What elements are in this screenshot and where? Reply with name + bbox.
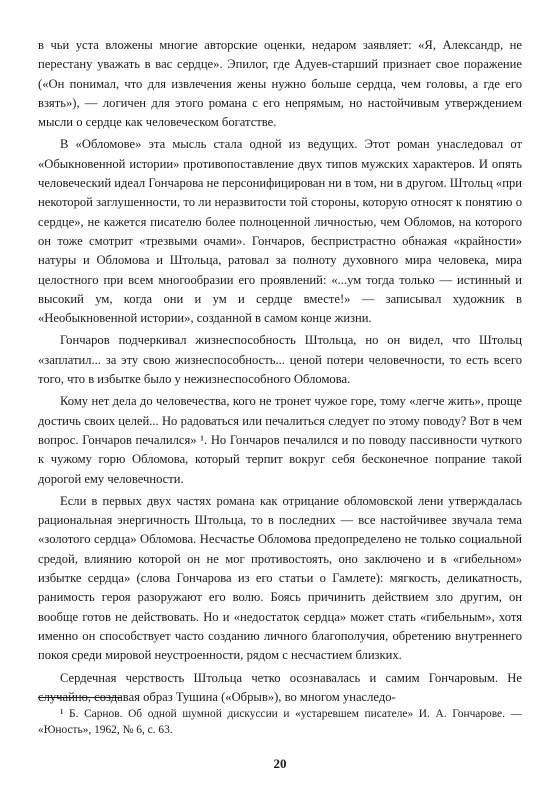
paragraph: Гончаров подчеркивал жизнеспособность Штольца, но он видел, что Штольц «заплатил... за эту свою жизнеспособность... ценой потери человечности, то есть всего того, что в избытке было у нежизнеспособного Обломова. — [38, 333, 522, 387]
footnote-divider — [38, 697, 122, 698]
paragraph: в чьи уста вложены многие авторские оценки, недаром заявляет: «Я, Александр, не перестану уважать в вас сердце». Эпилог, где Адуев-старший признает свое поражение («Он понимал, что для извлечения жены нужно больше сердца, чем головы, а где его взять»), — логичен для этого романа с его непрямым, но настойчивым утверждением мысли о сердце как человеческом богатстве. — [38, 38, 522, 130]
page-number: 20 — [273, 756, 287, 771]
footnote: ¹ Б. Сарнов. Об одной шумной дискуссии и «устаревшем писателе» И. А. Гончарове. — «Юность», 1962, № 6, с. 63. — [38, 708, 522, 736]
paragraph: Если в первых двух частях романа как отрицание обломовской лени утверждалась рациональная энергичность Штольца, то в последних — все настойчивее звучала тема «золотого сердца» Обломова. Несчастье Обломова предопределено не только социальной средой, влиянию которой он не мог противостоять, оно заключено и в «гибельном» избытке сердца» (слова Гончарова из его статьи о Гамлете): мягкость, деликатность, ранимость героя разоружают его волю. Боясь причинить действием зло другим, он вообще готов не действовать. Но и «недостаток сердца» может стать «гибельным», хотя именно он способствует часто созданию личного благополучия, обретению внутреннего покоя среди мировой неустроенности, рядом с несчастием близких. — [38, 493, 522, 663]
paragraph: Сердечная черствость Штольца четко осознавалась и самим Гончаровым. Не случайно, создавая образ Тушина («Обрыв»), во многом унаследо- — [38, 670, 522, 704]
main-text — [38, 36, 522, 707]
paragraph: В «Обломове» эта мысль стала одной из ведущих. Этот роман унаследовал от «Обыкновенной истории» противопоставление двух типов мужских характеров. И опять человеческий идеал Гончарова не персонифицирован ни в том, ни в другом. Штольц «при некоторой заглушенности, то ли неразвитости той стороны, которую относят к понятию о сердце», не кажется писателю более полноценной личностью, чем Обломов, на которого он тоже смотрит «трезвыми очами». Гончаров, беспристрастно обнажая «крайности» натуры и Обломова и Штольца, ратовал за полноту духовного мира человека, мира целостного при всем многообразии его проявлений: «...ум тогда только — истинный и высокий ум, когда они и ум и сердце вместе!» — записывал художник в «Необыкновенной истории», созданной в самом конце жизни. — [38, 137, 522, 326]
paragraph: Кому нет дела до человечества, кого не тронет чужое горе, тому «легче жить», проще достичь своих целей... Но радоваться или печалиться следует по этому поводу? Вот в чем вопрос. Гончаров печалился» ¹. Но Гончаров печалился и по поводу пассивности чуткого к чужому горю Обломова, который терпит вокруг себя бесконечное попрание такой дорогой ему человечности. — [38, 394, 522, 486]
